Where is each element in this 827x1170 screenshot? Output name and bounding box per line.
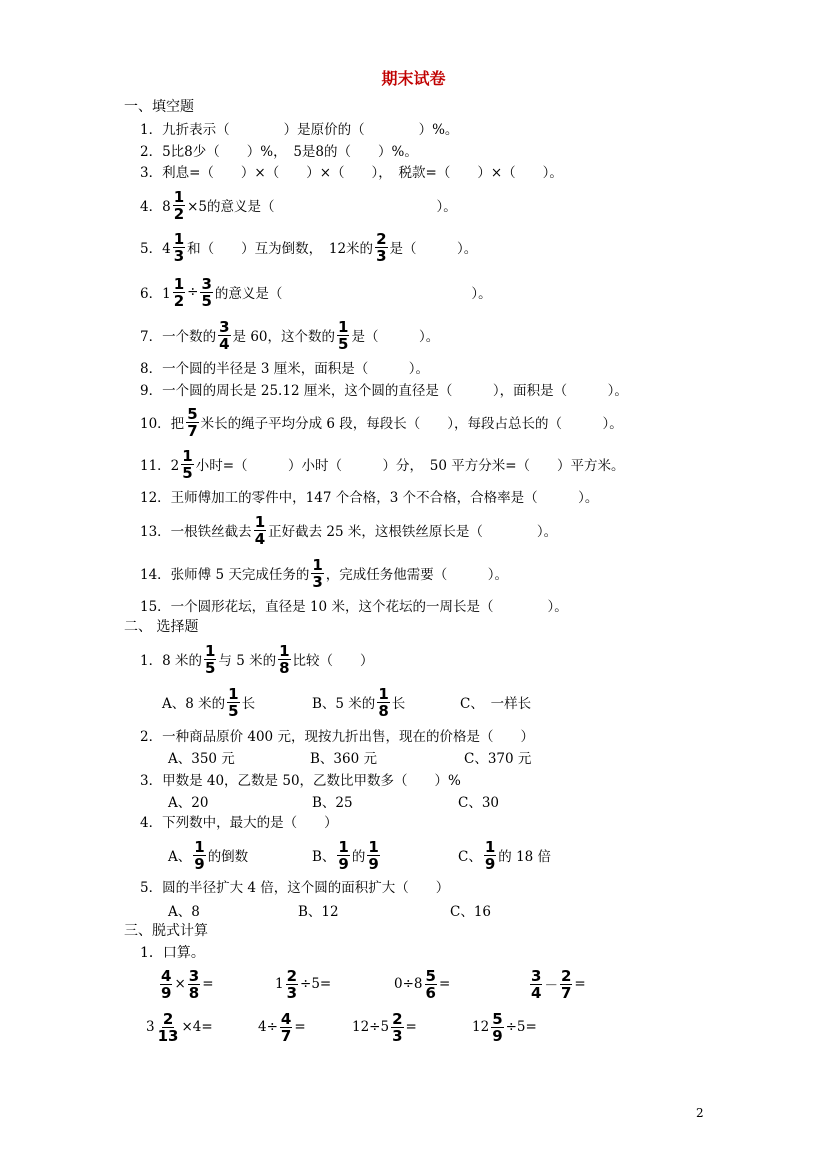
calc-expression-2: 1 $\frac{2}{3}$ ÷5= (275, 966, 332, 1002)
fraction: $\frac{2}{3}$ (392, 1009, 403, 1045)
choice-5-option-a: A、8 (168, 904, 200, 920)
calc-expression-6: 4÷ $\frac{4}{7}$ = (258, 1009, 306, 1045)
fraction: $\frac{2}{3}$ (286, 966, 298, 1002)
fill-question-1: 1．九折表示（ ）是原价的（ ）%。 (140, 122, 459, 138)
calc-expression-8: 12 $\frac{5}{9}$ ÷5= (472, 1009, 537, 1045)
choice-4-option-c: C、 $\frac{1}{9}$ 的 18 倍 (458, 837, 552, 873)
section-heading-fill: 一、填空题 (124, 99, 194, 115)
choice-question-5: 5．圆的半径扩大 4 倍，这个圆的面积扩大（ ） (140, 880, 450, 896)
fraction: $\frac{5}{7}$ (187, 404, 198, 440)
choice-1-option-c: C、 一样长 (460, 696, 532, 712)
fraction: $\frac{1}{2}$ (173, 187, 185, 223)
choice-2-option-a: A、350 元 (168, 751, 235, 767)
fraction: $\frac{1}{5}$ (182, 446, 193, 482)
fill-question-7: 7．一个数的 $\frac{3}{4}$ 是 60，这个数的 $\frac{1}{5}$ 是（ ）。 (140, 317, 440, 353)
fraction: $\frac{3}{8}$ (188, 966, 200, 1002)
fill-question-9: 9．一个圆的周长是 25.12 厘米，这个圆的直径是（ ），面积是（ ）。 (140, 383, 628, 399)
fraction: $\frac{2}{13}$ (157, 1009, 179, 1045)
choice-4-option-b: B、 $\frac{1}{9}$ 的 $\frac{1}{9}$ (312, 837, 379, 873)
fraction: $\frac{1}{5}$ (338, 317, 349, 353)
choice-4-option-a: A、 $\frac{1}{9}$ 的倒数 (168, 837, 249, 873)
fraction: $\frac{1}{9}$ (368, 837, 379, 873)
fraction: $\frac{1}{9}$ (338, 837, 349, 873)
section-heading-choice: 二、 选择题 (124, 619, 199, 635)
fraction: $\frac{1}{5}$ (204, 641, 216, 677)
fraction: $\frac{5}{6}$ (425, 966, 436, 1002)
choice-question-4: 4．下列数中，最大的是（ ） (140, 815, 338, 831)
fraction: $\frac{1}{9}$ (194, 837, 205, 873)
fraction: $\frac{1}{4}$ (254, 512, 266, 548)
calc-expression-7: 12÷5 $\frac{2}{3}$ = (352, 1009, 417, 1045)
fill-question-14: 14．张师傅 5 天完成任务的 $\frac{1}{3}$ ，完成任务他需要（ ）。 (140, 555, 509, 591)
fill-question-4: 4．8 $\frac{1}{2}$ ×5的意义是（ ）。 (140, 187, 457, 223)
fill-question-2: 2．5比8少（ ）%， 5是8的（ ）%。 (140, 144, 418, 160)
fraction: $\frac{2}{7}$ (560, 966, 572, 1002)
fill-question-8: 8．一个圆的半径是 3 厘米，面积是（ ）。 (140, 361, 430, 377)
fill-question-10: 10．把 $\frac{5}{7}$ 米长的绳子平均分成 6 段，每段长（ ），每段占总长的（ ）。 (140, 404, 623, 440)
calc-subheading: 1．口算。 (140, 945, 205, 961)
fill-question-11: 11．2 $\frac{1}{5}$ 小时=（ ）小时（ ）分， 50 平方分米=（ ）平方米。 (140, 446, 625, 482)
section-heading-calc: 三、脱式计算 (124, 923, 208, 939)
fraction: $\frac{4}{7}$ (280, 1009, 292, 1045)
fraction: $\frac{1}{8}$ (279, 641, 290, 677)
choice-3-option-c: C、30 (458, 795, 500, 811)
calc-expression-5: 3 $\frac{2}{13}$ ×4= (146, 1009, 213, 1045)
fraction: $\frac{1}{9}$ (484, 837, 496, 873)
calc-expression-1: $\frac{4}{9}$ × $\frac{3}{8}$ = (161, 966, 214, 1002)
fraction: $\frac{1}{3}$ (173, 229, 185, 265)
choice-5-option-b: B、12 (298, 904, 339, 920)
fill-question-3: 3．利息=（ ）×（ ）×（ ）， 税款=（ ）×（ ）。 (140, 165, 563, 181)
choice-question-3: 3．甲数是 40，乙数是 50，乙数比甲数多（ ）% (140, 773, 461, 789)
fill-question-6: 6．1 $\frac{1}{2}$ ÷ $\frac{3}{5}$ 的意义是（ ）。 (140, 274, 492, 310)
calc-expression-3: 0÷8 $\frac{5}{6}$ = (394, 966, 451, 1002)
fraction: $\frac{1}{5}$ (228, 684, 239, 720)
page-title: 期末试卷 (381, 69, 446, 88)
calc-expression-4: $\frac{3}{4}$ － $\frac{2}{7}$ = (531, 966, 586, 1002)
choice-3-option-a: A、20 (168, 795, 209, 811)
fraction: $\frac{1}{8}$ (378, 684, 389, 720)
choice-1-option-a: A、8 米的 $\frac{1}{5}$ 长 (162, 684, 256, 720)
fill-question-5: 5．4 $\frac{1}{3}$ 和（ ）互为倒数， 12米的 $\frac{2}{3}$ 是（ ）。 (140, 229, 478, 265)
choice-question-2: 2．一种商品原价 400 元，现按九折出售，现在的价格是（ ） (140, 729, 534, 745)
fraction: $\frac{5}{9}$ (492, 1009, 503, 1045)
fraction: $\frac{2}{3}$ (376, 229, 387, 265)
page-number: 2 (696, 1106, 704, 1120)
choice-2-option-c: C、370 元 (464, 751, 532, 767)
choice-3-option-b: B、25 (312, 795, 353, 811)
fraction: $\frac{4}{9}$ (161, 966, 172, 1002)
choice-question-1: 1．8 米的 $\frac{1}{5}$ 与 5 米的 $\frac{1}{8}$ 比较（ ） (140, 641, 374, 677)
fill-question-15: 15．一个圆形花坛，直径是 10 米，这个花坛的一周长是（ ）。 (140, 599, 568, 615)
fill-question-13: 13．一根铁丝截去 $\frac{1}{4}$ 正好截去 25 米，这根铁丝原长是（ ）。 (140, 512, 558, 548)
fraction: $\frac{3}{4}$ (531, 966, 542, 1002)
fill-question-12: 12．王师傅加工的零件中，147 个合格，3 个不合格，合格率是（ ）。 (140, 490, 599, 506)
fraction: $\frac{3}{5}$ (201, 274, 212, 310)
choice-1-option-b: B、5 米的 $\frac{1}{8}$ 长 (312, 684, 406, 720)
fraction: $\frac{1}{3}$ (312, 555, 323, 591)
fraction: $\frac{3}{4}$ (219, 317, 230, 353)
choice-5-option-c: C、16 (450, 904, 492, 920)
fraction: $\frac{1}{2}$ (173, 274, 185, 310)
choice-2-option-b: B、360 元 (310, 751, 377, 767)
